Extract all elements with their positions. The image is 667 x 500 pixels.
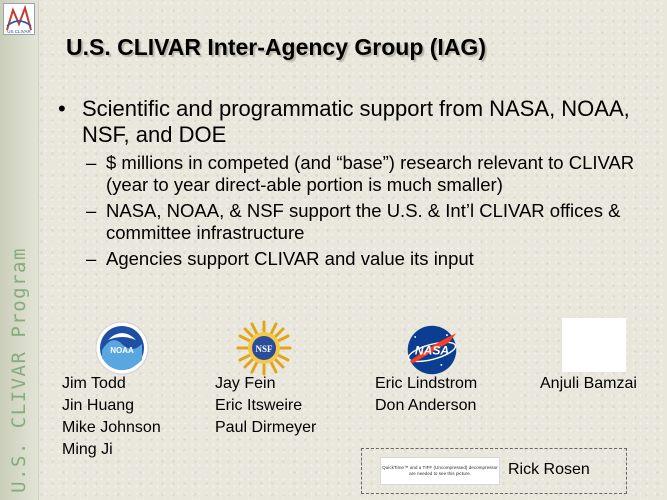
page-title: U.S. CLIVAR Inter-Agency Group (IAG) — [66, 34, 486, 60]
main-bullet-text: Scientific and programmatic support from NASA, NOAA, NSF, and DOE — [82, 96, 630, 147]
us-clivar-logo — [3, 3, 35, 35]
contact-name: Anjuli Bamzai — [540, 375, 637, 392]
quicktime-image-placeholder: QuickTime™ and a TIFF (Uncompressed) decompressor are needed to see this picture. — [380, 457, 500, 485]
noaa-logo — [94, 320, 150, 376]
nasa-contacts — [375, 373, 477, 417]
left-sidebar — [0, 0, 39, 500]
contact-name: Mike Johnson — [62, 419, 161, 436]
nasa-logo — [404, 322, 460, 378]
rosen-box — [361, 448, 627, 494]
sub-bullet — [56, 152, 656, 196]
sub-bullet-text: NASA, NOAA, & NSF support the U.S. & Int’l CLIVAR offices & committee infrastructure — [106, 200, 621, 243]
contact-name: Jin Huang — [62, 397, 135, 414]
sub-bullet-dash: – — [86, 152, 97, 173]
main-bullet — [56, 96, 656, 148]
contact-name: Jim Todd — [62, 375, 126, 392]
nsf-contacts — [215, 373, 316, 439]
bullet-list — [56, 96, 656, 274]
nsf-logo-text: NSF — [255, 344, 273, 354]
contact-name: Jay Fein — [215, 375, 276, 392]
noaa-contacts — [62, 373, 161, 461]
sub-bullet — [56, 200, 656, 244]
contact-name: Don Anderson — [375, 397, 477, 414]
bullet-dot: • — [58, 96, 66, 121]
sub-bullet-list — [56, 152, 656, 270]
sub-bullet-dash: – — [86, 248, 97, 269]
sub-bullet-text: $ millions in competed (and “base”) research relevant to CLIVAR (year to year direct-able portion is much smaller) — [106, 152, 635, 195]
logo-text: US CLIVAR — [7, 29, 31, 34]
sub-bullet-dash: – — [86, 200, 97, 221]
contact-name: Eric Itsweire — [215, 397, 303, 414]
sub-bullet-text: Agencies support CLIVAR and value its input — [106, 248, 474, 269]
doe-contacts — [540, 373, 637, 395]
contact-name: Eric Lindstrom — [375, 375, 478, 392]
sub-bullet — [56, 248, 656, 270]
rosen-name: Rick Rosen — [508, 461, 590, 478]
nasa-logo-text: NASA — [414, 343, 450, 358]
contact-name: Paul Dirmeyer — [215, 419, 317, 436]
doe-logo-placeholder — [562, 318, 626, 372]
contact-name: Ming Ji — [62, 441, 113, 458]
vertical-program-label: U.S. CLIVAR Program — [8, 247, 30, 493]
nsf-logo — [236, 320, 292, 376]
noaa-logo-text: NOAA — [110, 346, 134, 355]
